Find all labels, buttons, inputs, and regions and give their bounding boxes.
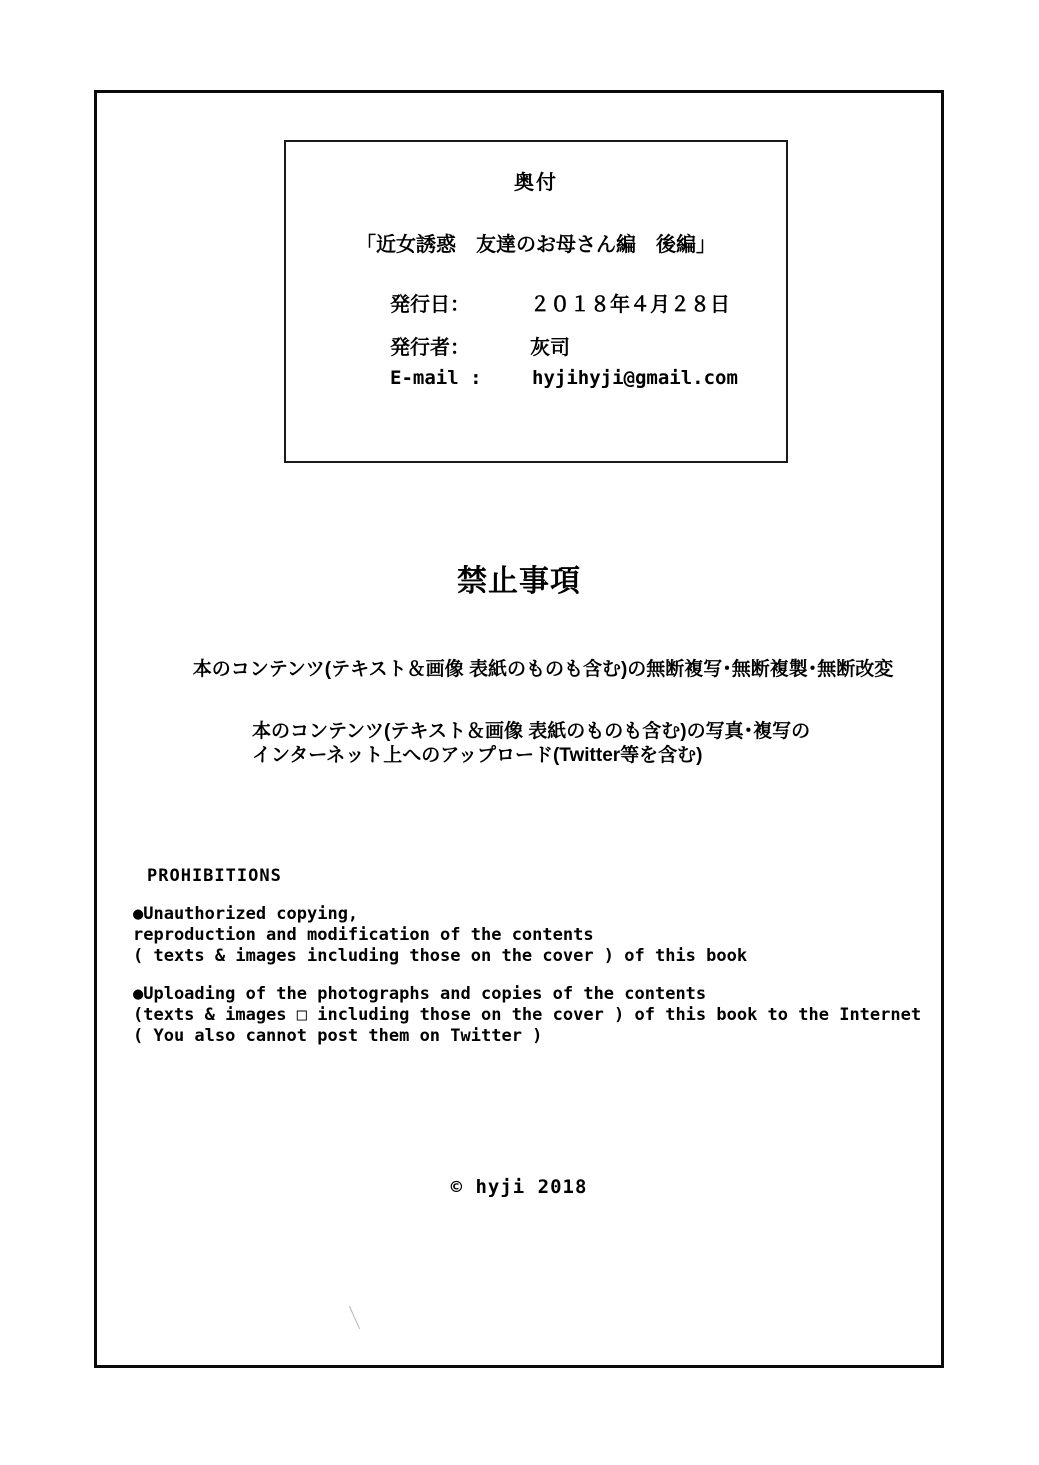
publisher-label: 発行者：	[390, 337, 470, 359]
publish-date-label: 発行日：	[390, 294, 470, 316]
publisher-row	[390, 331, 570, 360]
en-item-2-line-3: ( You also cannot post them on Twitter )	[133, 1026, 543, 1046]
en-item-1-line-2: reproduction and modification of the contents	[133, 925, 594, 945]
publisher-value: 灰司	[530, 337, 570, 359]
prohibitions-heading-jp: 禁止事項	[457, 565, 581, 598]
en-item-1-line-1: ●Unauthorized copying,	[133, 904, 359, 924]
jp-prohibition-item-2	[252, 720, 810, 768]
jp-prohibition-item-2-line-1: 本のコンテンツ(テキスト＆画像 表紙のものも含む)の写真･複写の	[252, 721, 811, 742]
email-row	[390, 367, 738, 389]
copyright-notice: © hyji 2018	[450, 1176, 588, 1198]
email-value: hyjihyji@gmail.com	[532, 367, 738, 389]
en-item-2-line-1: ●Uploading of the photographs and copies of the contents	[133, 984, 707, 1004]
jp-prohibition-item-2-line-2: インターネット上へのアップロード(Twitter等を含む)	[252, 745, 703, 766]
publish-date-value: ２０１８年４月２８日	[530, 294, 730, 316]
colophon-box	[284, 140, 788, 463]
publish-date-row	[390, 288, 730, 317]
prohibitions-heading-en: PROHIBITIONS	[147, 866, 282, 886]
en-prohibition-item-1	[133, 904, 747, 967]
email-label: E-mail :	[390, 367, 482, 389]
en-item-2-line-2: (texts & images □ including those on the cover ) of this book to the Internet	[133, 1005, 922, 1025]
book-title: 「近女誘惑 友達のお母さん編 後編」	[356, 234, 716, 256]
colophon-heading: 奥付	[514, 172, 558, 194]
jp-prohibition-item-1: 本のコンテンツ(テキスト＆画像 表紙のものも含む)の無断複写･無断複製･無断改変	[192, 659, 894, 680]
en-prohibition-item-2	[133, 984, 921, 1047]
en-item-1-line-3: ( texts & images including those on the cover ) of this book	[133, 946, 748, 966]
